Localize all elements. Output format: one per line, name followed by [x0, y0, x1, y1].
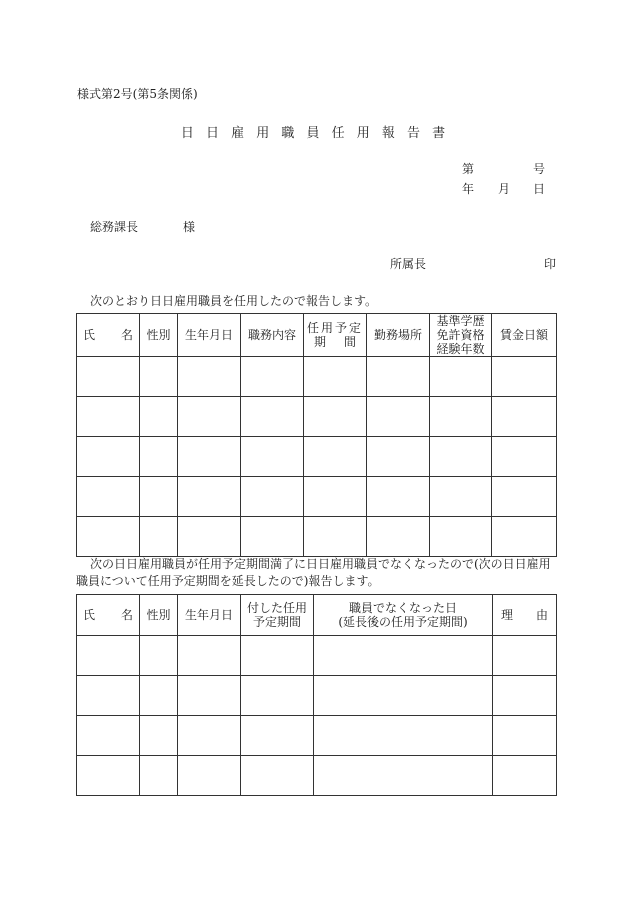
- cell-basis[interactable]: [430, 397, 492, 437]
- date-month-label: 月: [498, 182, 511, 196]
- table-row: [77, 437, 557, 477]
- cell-assigned-period[interactable]: [241, 756, 314, 796]
- cell-duties[interactable]: [241, 437, 304, 477]
- number-label: 第: [462, 162, 475, 176]
- col-name: 氏 名: [77, 314, 140, 357]
- form-number: 様式第2号(第5条関係): [77, 87, 198, 101]
- cell-dob[interactable]: [178, 477, 241, 517]
- cell-name[interactable]: [77, 397, 140, 437]
- col-wage: 賃金日額: [492, 314, 557, 357]
- col-workplace: 勤務場所: [367, 314, 430, 357]
- cell-workplace[interactable]: [367, 477, 430, 517]
- cell-wage[interactable]: [492, 437, 557, 477]
- cell-period[interactable]: [304, 477, 367, 517]
- col-duties: 職務内容: [241, 314, 304, 357]
- addressee: 総務課長: [90, 220, 139, 234]
- cell-workplace[interactable]: [367, 517, 430, 557]
- cell-reason[interactable]: [493, 716, 557, 756]
- cell-assigned-period[interactable]: [241, 636, 314, 676]
- cell-gender[interactable]: [140, 477, 178, 517]
- section1-intro: 次のとおり日日雇用職員を任用したので報告します。: [90, 294, 378, 308]
- cell-name[interactable]: [77, 756, 140, 796]
- cell-basis[interactable]: [430, 517, 492, 557]
- cell-end-date[interactable]: [314, 756, 493, 796]
- section2-intro: 次の日日雇用職員が任用予定期間満了に日日雇用職員でなくなったので(次の日日雇用職員について任用予定期間を延長したので)報告します。: [76, 557, 551, 588]
- cell-end-date[interactable]: [314, 636, 493, 676]
- cell-assigned-period[interactable]: [241, 676, 314, 716]
- cell-gender[interactable]: [140, 756, 178, 796]
- cell-reason[interactable]: [493, 636, 557, 676]
- col-name: 氏 名: [77, 595, 140, 636]
- sender-title: 所属長: [390, 257, 427, 271]
- col-dob: 生年月日: [178, 314, 241, 357]
- table-row: [77, 676, 557, 716]
- table-row: [77, 517, 557, 557]
- cell-workplace[interactable]: [367, 357, 430, 397]
- cell-duties[interactable]: [241, 517, 304, 557]
- cell-dob[interactable]: [178, 716, 241, 756]
- cell-basis[interactable]: [430, 437, 492, 477]
- table-header-row: [77, 595, 557, 636]
- cell-gender[interactable]: [140, 517, 178, 557]
- col-dob: 生年月日: [178, 595, 241, 636]
- cell-name[interactable]: [77, 477, 140, 517]
- col-basis: 基準学歴 免許資格 経験年数: [430, 314, 492, 357]
- cell-wage[interactable]: [492, 477, 557, 517]
- table-row: [77, 716, 557, 756]
- cell-dob[interactable]: [178, 357, 241, 397]
- col-reason: 理 由: [493, 595, 557, 636]
- cell-name[interactable]: [77, 437, 140, 477]
- appointment-table: [76, 313, 557, 557]
- cell-period[interactable]: [304, 397, 367, 437]
- cell-period[interactable]: [304, 437, 367, 477]
- cell-reason[interactable]: [493, 676, 557, 716]
- table-row: [77, 477, 557, 517]
- cell-gender[interactable]: [140, 437, 178, 477]
- cell-wage[interactable]: [492, 517, 557, 557]
- cell-end-date[interactable]: [314, 716, 493, 756]
- table-row: [77, 636, 557, 676]
- cell-period[interactable]: [304, 517, 367, 557]
- date-day-label: 日: [533, 182, 546, 196]
- cell-end-date[interactable]: [314, 676, 493, 716]
- col-gender: 性別: [140, 595, 178, 636]
- col-end-date: 職員でなくなった日 (延長後の任用予定期間): [314, 595, 493, 636]
- cell-gender[interactable]: [140, 716, 178, 756]
- col-assigned-period: 付した任用 予定期間: [241, 595, 314, 636]
- cell-reason[interactable]: [493, 756, 557, 796]
- cell-basis[interactable]: [430, 357, 492, 397]
- cell-basis[interactable]: [430, 477, 492, 517]
- termination-table: [76, 594, 557, 796]
- cell-dob[interactable]: [178, 517, 241, 557]
- cell-name[interactable]: [77, 676, 140, 716]
- cell-dob[interactable]: [178, 397, 241, 437]
- cell-dob[interactable]: [178, 636, 241, 676]
- number-suffix: 号: [533, 162, 546, 176]
- col-gender: 性別: [140, 314, 178, 357]
- cell-duties[interactable]: [241, 357, 304, 397]
- table-row: [77, 357, 557, 397]
- cell-wage[interactable]: [492, 357, 557, 397]
- col-period: 任用予定 期 間: [304, 314, 367, 357]
- cell-dob[interactable]: [178, 756, 241, 796]
- cell-duties[interactable]: [241, 477, 304, 517]
- cell-gender[interactable]: [140, 397, 178, 437]
- document-title: 日 日 雇 用 職 員 任 用 報 告 書: [180, 126, 450, 141]
- cell-wage[interactable]: [492, 397, 557, 437]
- date-year-label: 年: [462, 182, 475, 196]
- cell-gender[interactable]: [140, 676, 178, 716]
- cell-name[interactable]: [77, 716, 140, 756]
- table-header-row: [77, 314, 557, 357]
- cell-name[interactable]: [77, 517, 140, 557]
- cell-name[interactable]: [77, 357, 140, 397]
- cell-workplace[interactable]: [367, 437, 430, 477]
- cell-dob[interactable]: [178, 676, 241, 716]
- table-row: [77, 397, 557, 437]
- cell-workplace[interactable]: [367, 397, 430, 437]
- cell-gender[interactable]: [140, 357, 178, 397]
- table-row: [77, 756, 557, 796]
- cell-duties[interactable]: [241, 397, 304, 437]
- cell-gender[interactable]: [140, 636, 178, 676]
- seal-mark: 印: [544, 257, 557, 271]
- cell-dob[interactable]: [178, 437, 241, 477]
- cell-period[interactable]: [304, 357, 367, 397]
- cell-assigned-period[interactable]: [241, 716, 314, 756]
- honorific: 様: [183, 220, 196, 234]
- cell-name[interactable]: [77, 636, 140, 676]
